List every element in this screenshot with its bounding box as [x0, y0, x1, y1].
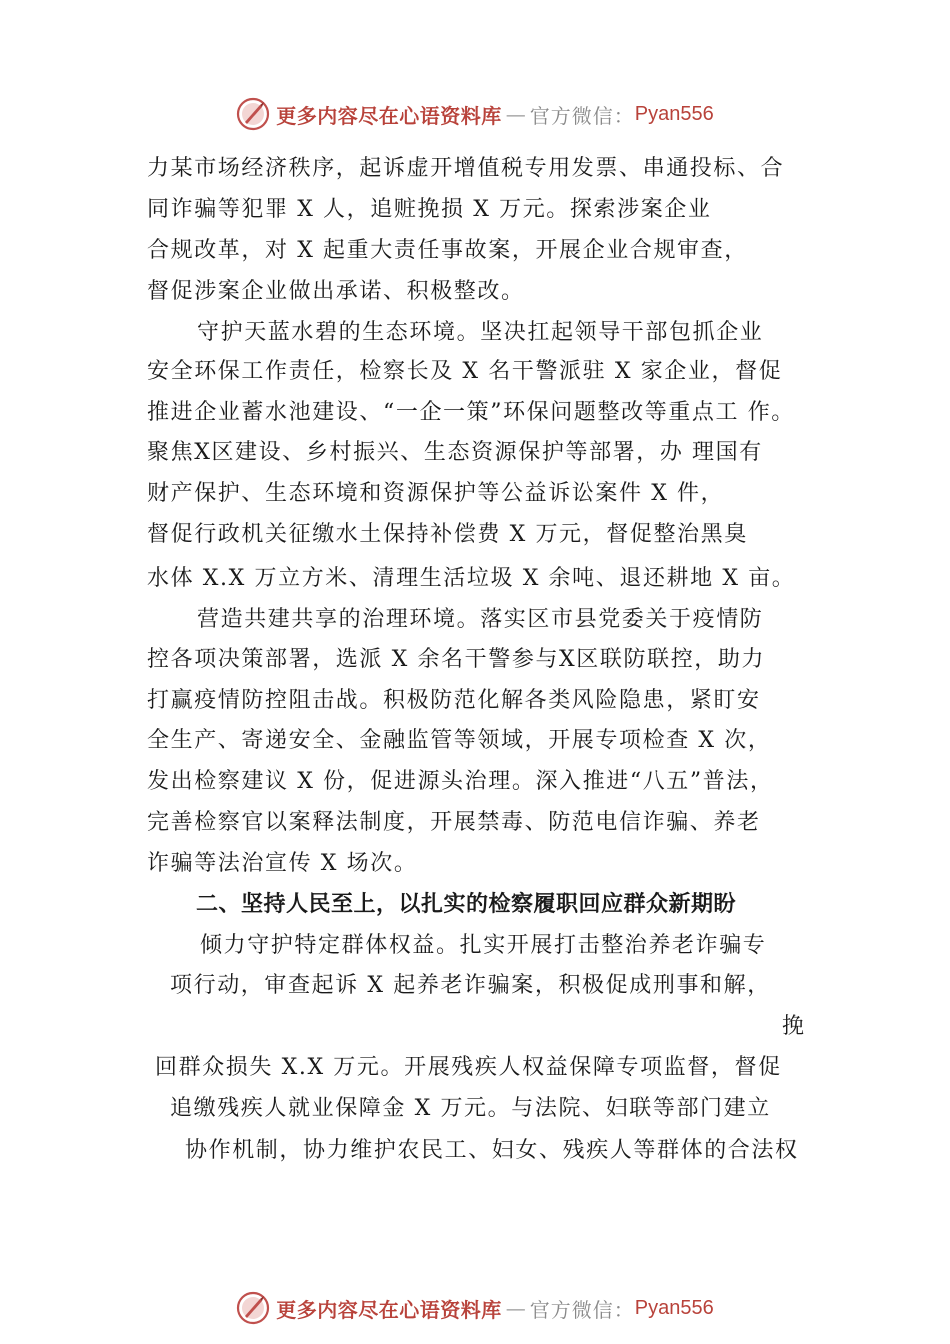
body-line: 推进企业蓄水池建设、“一企一策”环保问题整改等重点工 作。: [147, 400, 795, 425]
paragraph-lead: 倾力守护特定群体权益。扎实开展打击整治养老诈骗专: [200, 933, 767, 958]
body-line: 水体 X.X 万立方米、清理生活垃圾 X 余吨、退还耕地 X 亩。: [147, 566, 796, 591]
body-line: 合规改革，对 X 起重大责任事故案，开展企业合规审查，: [147, 238, 748, 263]
banner-brand-text: 更多内容尽在心语资料库: [276, 1297, 502, 1322]
body-line: 全生产、寄递安全、金融监管等领域，开展专项检查 X 次，: [147, 728, 772, 753]
banner-wechat-label: 官方微信：: [529, 1297, 635, 1322]
quill-logo-icon: [236, 97, 270, 131]
body-line: 挽: [782, 1014, 806, 1039]
body-line: 追缴残疾人就业保障金 X 万元。与法院、妇联等部门建立: [170, 1096, 771, 1121]
body-line: 力某市场经济秩序，起诉虚开增值税专用发票、串通投标、合: [147, 156, 785, 181]
banner-separator: —: [505, 1296, 526, 1320]
banner-brand-text: 更多内容尽在心语资料库: [276, 103, 502, 128]
body-line: 协作机制，协力维护农民工、妇女、残疾人等群体的合法权: [185, 1138, 799, 1163]
body-line: 财产保护、生态环境和资源保护等公益诉讼案件 X 件，: [147, 481, 725, 506]
body-line: 发出检察建议 X 份，促进源头治理。深入推进“八五”普法，: [147, 769, 774, 794]
body-line: 打赢疫情防控阻击战。积极防范化解各类风险隐患，紧盯安: [147, 688, 761, 713]
watermark-banner-bottom: [0, 1286, 950, 1330]
watermark-banner-top: [0, 92, 950, 136]
section-heading: 二、坚持人民至上，以扎实的检察履职回应群众新期盼: [196, 892, 737, 917]
body-line: 项行动，审查起诉 X 起养老诈骗案，积极促成刑事和解，: [170, 973, 771, 998]
body-line: 诈骗等法治宣传 X 场次。: [147, 851, 418, 876]
banner-wechat-id: Pyan556: [634, 102, 714, 125]
body-line: 安全环保工作责任，检察长及 X 名干警派驻 X 家企业，督促: [147, 359, 783, 384]
banner-separator: —: [505, 102, 526, 126]
quill-logo-icon: [236, 1291, 270, 1325]
body-line: 完善检察官以案释法制度，开展禁毒、防范电信诈骗、养老: [147, 810, 761, 835]
banner-wechat-id: Pyan556: [634, 1296, 714, 1319]
paragraph-lead: 营造共建共享的治理环境。落实区市县党委关于疫情防: [197, 607, 764, 632]
paragraph-lead: 守护天蓝水碧的生态环境。坚决扛起领导干部包抓企业: [197, 320, 764, 345]
banner-wechat-label: 官方微信：: [529, 103, 635, 128]
body-line: 同诈骗等犯罪 X 人，追赃挽损 X 万元。探索涉案企业: [147, 197, 712, 222]
body-line: 回群众损失 X.X 万元。开展残疾人权益保障专项监督，督促: [155, 1055, 782, 1080]
body-line: 督促行政机关征缴水土保持补偿费 X 万元，督促整治黑臭: [147, 522, 748, 547]
body-line: 聚焦X区建设、乡村振兴、生态资源保护等部署，办 理国有: [147, 440, 763, 465]
body-line: 控各项决策部署，选派 X 余名干警参与X区联防联控，助力: [147, 647, 766, 672]
body-line: 督促涉案企业做出承诺、积极整改。: [147, 279, 525, 304]
